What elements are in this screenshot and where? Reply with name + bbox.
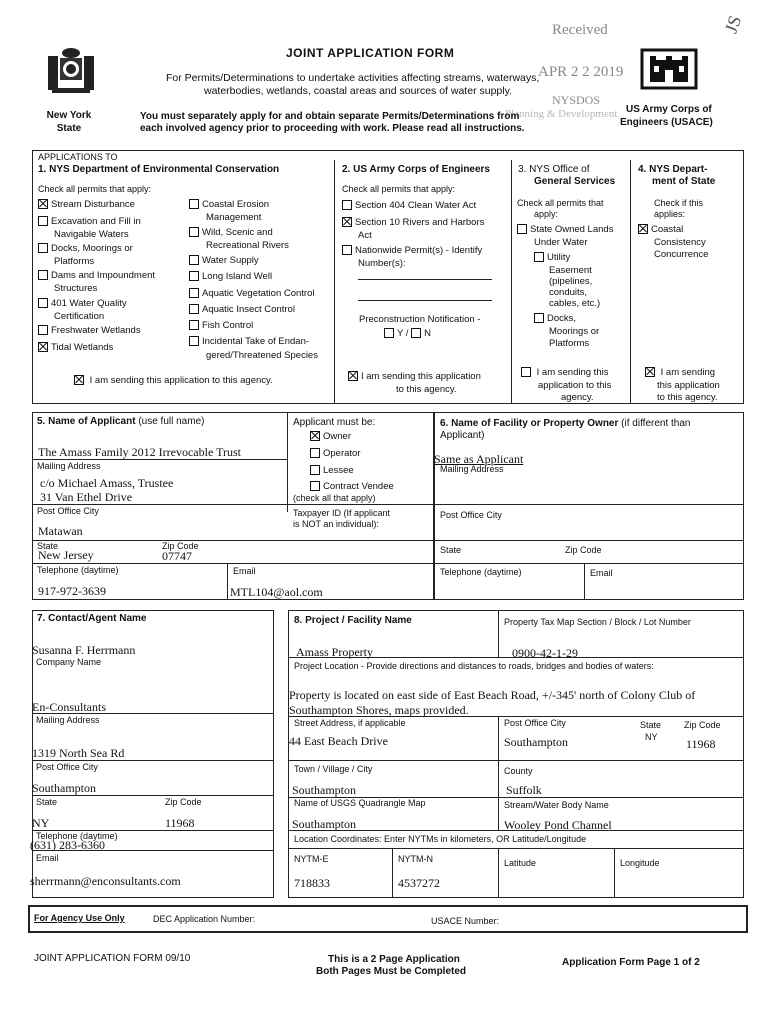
applicant-mailing-label: Mailing Address (37, 461, 101, 471)
navigable-waters-label: Navigable Waters (54, 229, 129, 240)
project-zip-value[interactable]: 11968 (686, 737, 716, 751)
dos-sending-line-2: this application (657, 380, 720, 391)
warning-line-2: each involved agency prior to proceeding with work. Please read all instructions. (140, 123, 525, 134)
docks-checkbox[interactable] (38, 243, 48, 253)
consistency-label: Consistency (654, 237, 706, 248)
tidal-wetlands-checkbox[interactable] (38, 342, 48, 352)
footer-note-2: Both Pages Must be Completed (316, 966, 467, 977)
agency-use-box (28, 905, 748, 933)
taxpayer-label-2: is NOT an individual): (293, 519, 379, 529)
water-supply-checkbox[interactable] (189, 255, 199, 265)
role-lessee[interactable]: Lessee (310, 465, 354, 476)
fish-control-checkbox[interactable] (189, 320, 199, 330)
usace-sending-line-2: to this agency. (396, 384, 457, 395)
applicant-zip-label: Zip Code (162, 541, 199, 551)
nys-seal-icon (42, 44, 100, 96)
nationwide-permit-checkbox[interactable] (342, 245, 352, 255)
recreational-rivers-label: Recreational Rivers (206, 240, 289, 251)
footer-page-number: Application Form Page 1 of 2 (562, 957, 700, 968)
agent-mailing-label: Mailing Address (36, 715, 100, 725)
applicant-po-value[interactable]: Matawan (38, 524, 83, 538)
preconstruction-yn[interactable]: Y / N (384, 328, 431, 339)
agent-tel-value[interactable]: (631) 283-6360 (30, 838, 105, 852)
role-contract-vendee[interactable]: Contract Vendee (310, 481, 394, 492)
agent-label: 7. Contact/Agent Name (37, 613, 147, 624)
agency-use-label: For Agency Use Only (34, 913, 125, 923)
dos-sending-item[interactable]: I am sending (645, 367, 715, 378)
excavation-checkbox[interactable] (38, 216, 48, 226)
section-10-item[interactable]: Section 10 Rivers and Harbors (342, 217, 484, 228)
agent-email-value[interactable]: sherrmann@enconsultants.com (30, 874, 181, 888)
under-water-label: Under Water (534, 237, 588, 248)
dec-sending-checkbox[interactable] (74, 375, 84, 385)
owner-label: 6. Name of Facility or Property Owner (if different than (440, 418, 691, 429)
endangered-species-label: gered/Threatened Species (206, 350, 318, 361)
dams-item[interactable]: Dams and Impoundment (38, 270, 155, 281)
incidental-take-item[interactable]: Incidental Take of Endan- (189, 336, 309, 347)
cables-label: cables, etc.) (549, 298, 601, 309)
usace-check-all: Check all permits that apply: (342, 184, 456, 194)
long-island-well-item[interactable]: Long Island Well (189, 271, 272, 282)
ogs-sending-line-2: application to this (538, 380, 612, 391)
usgs-label: Name of USGS Quadrangle Map (294, 798, 426, 808)
received-date-stamp: APR 2 2 2019 (538, 64, 624, 80)
precon-no-checkbox[interactable] (411, 328, 421, 338)
taxmap-label: Property Tax Map Section / Block / Lot Number (504, 617, 691, 627)
wild-scenic-checkbox[interactable] (189, 227, 199, 237)
dos-title-1: 4. NYS Depart- (638, 164, 708, 175)
nationwide-permit-item[interactable]: Nationwide Permit(s) - Identify (342, 245, 482, 256)
taxmap-value[interactable]: 0900-42-1-29 (512, 646, 578, 660)
management-label: Management (206, 212, 262, 223)
aquatic-vegetation-item[interactable]: Aquatic Vegetation Control (189, 288, 315, 299)
usace-column-title: 2. US Army Corps of Engineers (342, 164, 490, 175)
street-value[interactable]: 44 East Beach Drive (289, 734, 388, 748)
section-10-checkbox[interactable] (342, 217, 352, 227)
project-po-value[interactable]: Southampton (504, 735, 569, 749)
header-subtitle-1: For Permits/Determinations to undertake activities affecting streams, waterways, (166, 72, 540, 84)
ogs-docks-item[interactable]: Docks, (534, 313, 576, 324)
project-zip-label: Zip Code (684, 720, 721, 730)
dec-title: 1. NYS Department of Environmental Conservation (38, 164, 280, 175)
lessee-checkbox[interactable] (310, 465, 320, 475)
longitude-label: Longitude (620, 858, 660, 868)
water-quality-item[interactable]: 401 Water Quality (38, 298, 127, 309)
role-owner[interactable]: Owner (310, 431, 351, 442)
dams-checkbox[interactable] (38, 270, 48, 280)
owner-po-label: Post Office City (440, 510, 502, 520)
platforms-label: Platforms (54, 256, 95, 267)
docks-item[interactable]: Docks, Moorings or (38, 243, 133, 254)
dos-check-1: Check if this (654, 198, 704, 208)
aquatic-insect-item[interactable]: Aquatic Insect Control (189, 304, 295, 315)
owner-checkbox[interactable] (310, 431, 320, 441)
agent-tel-label: Telephone (daytime) (36, 831, 118, 841)
applicant-label: 5. Name of Applicant (use full name) (37, 416, 205, 427)
dec-application-number-label: DEC Application Number: (153, 914, 256, 924)
project-name-value[interactable]: Amass Property (296, 645, 373, 659)
nytme-value[interactable]: 718833 (294, 876, 330, 890)
owner-mailing-label: Mailing Address (440, 464, 504, 474)
applicant-tel-value[interactable]: 917-972-3639 (38, 584, 106, 598)
stream-disturbance-item[interactable]: Stream Disturbance (38, 199, 135, 210)
project-label: 8. Project / Facility Name (294, 615, 412, 626)
agent-zip-label: Zip Code (165, 797, 202, 807)
contract-vendee-checkbox[interactable] (310, 481, 320, 491)
certification-label: Certification (54, 311, 105, 322)
latitude-label: Latitude (504, 858, 537, 868)
aquatic-insect-checkbox[interactable] (189, 304, 199, 314)
agent-po-label: Post Office City (36, 762, 98, 772)
owner-label-2: Applicant) (440, 430, 485, 441)
nationwide-number-line-2[interactable] (358, 300, 492, 301)
act-label: Act (358, 230, 372, 241)
applicant-state-label: State (37, 541, 59, 551)
project-location-label: Project Location - Provide directions and distances to roads, bridges and bodies of waters: (294, 661, 654, 671)
operator-checkbox[interactable] (310, 448, 320, 458)
applications-to-label: APPLICATIONS TO (38, 152, 118, 162)
nytmn-value[interactable]: 4537272 (398, 876, 440, 890)
ogs-sending-checkbox[interactable] (521, 367, 531, 377)
project-po-label: Post Office City (504, 718, 566, 728)
form-title: JOINT APPLICATION FORM (286, 46, 455, 60)
ogs-sending-item[interactable]: I am sending this (521, 367, 608, 378)
applicant-name-value[interactable]: The Amass Family 2012 Irrevocable Trust (38, 445, 241, 459)
water-supply-item[interactable]: Water Supply (189, 255, 259, 266)
planning-stamp: Planning & Development (505, 108, 618, 120)
dos-title-2: ment of State (652, 176, 716, 187)
water-quality-checkbox[interactable] (38, 298, 48, 308)
concurrence-label: Concurrence (654, 249, 709, 260)
usace-castle-icon (640, 48, 698, 90)
project-location-line-1[interactable]: Property is located on east side of East Beach Road, +/-345' north of Colony Club of (289, 688, 696, 702)
county-label: County (504, 766, 533, 776)
stream-disturbance-checkbox[interactable] (38, 199, 48, 209)
applicant-state-value[interactable]: New Jersey (38, 548, 94, 562)
agent-company-value[interactable]: En-Consultants (32, 700, 106, 714)
owner-name-value[interactable]: Same as Applicant (434, 452, 524, 466)
applicant-tel-label: Telephone (daytime) (37, 565, 119, 575)
moorings-label: Moorings or (549, 326, 600, 337)
agent-mailing-value[interactable]: 1319 North Sea Rd (32, 746, 125, 760)
applicant-mailing-line-2[interactable]: 31 Van Ethel Drive (40, 490, 133, 504)
dec-sending-item[interactable]: I am sending this application to this agency. (74, 375, 273, 386)
agent-state-value[interactable]: NY (32, 816, 50, 830)
stream-value[interactable]: Wooley Pond Channel (504, 818, 612, 832)
ogs-docks-checkbox[interactable] (534, 313, 544, 323)
usace-sending-checkbox[interactable] (348, 371, 358, 381)
taxpayer-label-1: Taxpayer ID (If applicant (293, 508, 391, 518)
usace-label-1: US Army Corps of (626, 104, 712, 115)
freshwater-wetlands-checkbox[interactable] (38, 325, 48, 335)
owner-zip-label: Zip Code (565, 545, 602, 555)
project-location-line-2[interactable]: Southampton Shores, maps provided. (289, 703, 469, 717)
aquatic-vegetation-checkbox[interactable] (189, 288, 199, 298)
precon-yes-checkbox[interactable] (384, 328, 394, 338)
ogs-sending-line-3: agency. (561, 392, 594, 403)
coords-label: Location Coordinates: Enter NYTMs in kilometers, OR Latitude/Longitude (294, 834, 587, 844)
freshwater-wetlands-item[interactable]: Freshwater Wetlands (38, 325, 141, 336)
section-404-checkbox[interactable] (342, 200, 352, 210)
coastal-erosion-item[interactable]: Coastal Erosion (189, 199, 269, 210)
dos-check-2: applies: (654, 209, 686, 219)
wild-scenic-item[interactable]: Wild, Scenic and (189, 227, 273, 238)
agent-company-label: Company Name (36, 657, 102, 667)
new-york-label: New York (46, 110, 92, 121)
coastal-consistency-checkbox[interactable] (638, 224, 648, 234)
applicant-mailing-line-1[interactable]: c/o Michael Amass, Trustee (40, 476, 174, 490)
state-owned-lands-item[interactable]: State Owned Lands (517, 224, 613, 235)
town-value[interactable]: Southampton (292, 783, 357, 797)
applicant-email-label: Email (233, 566, 256, 576)
ogs-check-1: Check all permits that (517, 198, 604, 208)
header-subtitle-2: waterbodies, wetlands, coastal areas and sources of water supply. (204, 85, 512, 97)
coastal-consistency-item[interactable]: Coastal (638, 224, 683, 235)
nysdos-stamp: NYSDOS (552, 93, 601, 107)
incidental-take-checkbox[interactable] (189, 336, 199, 346)
owner-tel-label: Telephone (daytime) (440, 567, 522, 577)
nationwide-number-line-1[interactable] (358, 279, 492, 280)
long-island-well-checkbox[interactable] (189, 271, 199, 281)
ogs-title-1: 3. NYS Office of (518, 164, 590, 175)
agent-name-value[interactable]: Susanna F. Herrmann (32, 643, 136, 657)
section-404-item[interactable]: Section 404 Clean Water Act (342, 200, 476, 211)
agent-state-label: State (36, 797, 58, 807)
check-all-apply-label: (check all that apply) (293, 493, 376, 503)
coastal-erosion-checkbox[interactable] (189, 199, 199, 209)
easement-label: Easement (549, 265, 592, 276)
project-state-label: State (640, 720, 662, 730)
preconstruction-label: Preconstruction Notification - (359, 314, 481, 325)
ogs-platforms-label: Platforms (549, 338, 590, 349)
ogs-title-2: General Services (534, 176, 616, 187)
conduits-label: conduits, (549, 287, 588, 298)
numbers-label: Number(s): (358, 258, 406, 269)
street-label: Street Address, if applicable (294, 718, 406, 728)
agent-po-value[interactable]: Southampton (32, 781, 97, 795)
county-value[interactable]: Suffolk (506, 783, 542, 797)
agent-zip-value[interactable]: 11968 (165, 816, 195, 830)
utility-checkbox[interactable] (534, 252, 544, 262)
fish-control-item[interactable]: Fish Control (189, 320, 253, 331)
ogs-check-2: apply: (534, 209, 559, 219)
pipelines-label: (pipelines, (549, 276, 593, 287)
town-label: Town / Village / City (294, 764, 373, 774)
state-owned-lands-checkbox[interactable] (517, 224, 527, 234)
applicant-zip-value[interactable]: 07747 (162, 549, 192, 563)
excavation-item[interactable]: Excavation and Fill in (38, 216, 141, 227)
applicant-po-label: Post Office City (37, 506, 99, 516)
dos-sending-line-3: to this agency. (657, 392, 718, 403)
usace-sending-item[interactable]: I am sending this application (348, 371, 481, 382)
applicant-must-be-label: Applicant must be: (293, 417, 376, 428)
tidal-wetlands-item[interactable]: Tidal Wetlands (38, 342, 113, 353)
role-operator[interactable]: Operator (310, 448, 361, 459)
owner-email-label: Email (590, 568, 613, 578)
utility-item[interactable]: Utility (534, 252, 570, 263)
structures-label: Structures (54, 283, 98, 294)
footer-form-id: JOINT APPLICATION FORM 09/10 (34, 953, 191, 964)
agent-email-label: Email (36, 853, 59, 863)
received-stamp: Received (552, 22, 608, 38)
applicant-email-value[interactable]: MTL104@aol.com (230, 585, 323, 599)
warning-line-1: You must separately apply for and obtain separate Permits/Determinations from (140, 111, 520, 122)
nytmn-label: NYTM-N (398, 854, 433, 864)
nytme-label: NYTM-E (294, 854, 329, 864)
usace-number-label: USACE Number: (431, 916, 500, 926)
stream-label: Stream/Water Body Name (504, 800, 609, 810)
footer-note-1: This is a 2 Page Application (328, 954, 460, 965)
state-label: State (56, 123, 82, 134)
handwritten-initials: JS (720, 12, 746, 36)
owner-state-label: State (440, 545, 462, 555)
usace-label-2: Engineers (USACE) (620, 117, 713, 128)
dec-check-all: Check all permits that apply: (38, 184, 152, 194)
project-state-value[interactable]: NY (645, 732, 658, 742)
dos-sending-checkbox[interactable] (645, 367, 655, 377)
usgs-value[interactable]: Southampton (292, 817, 357, 831)
